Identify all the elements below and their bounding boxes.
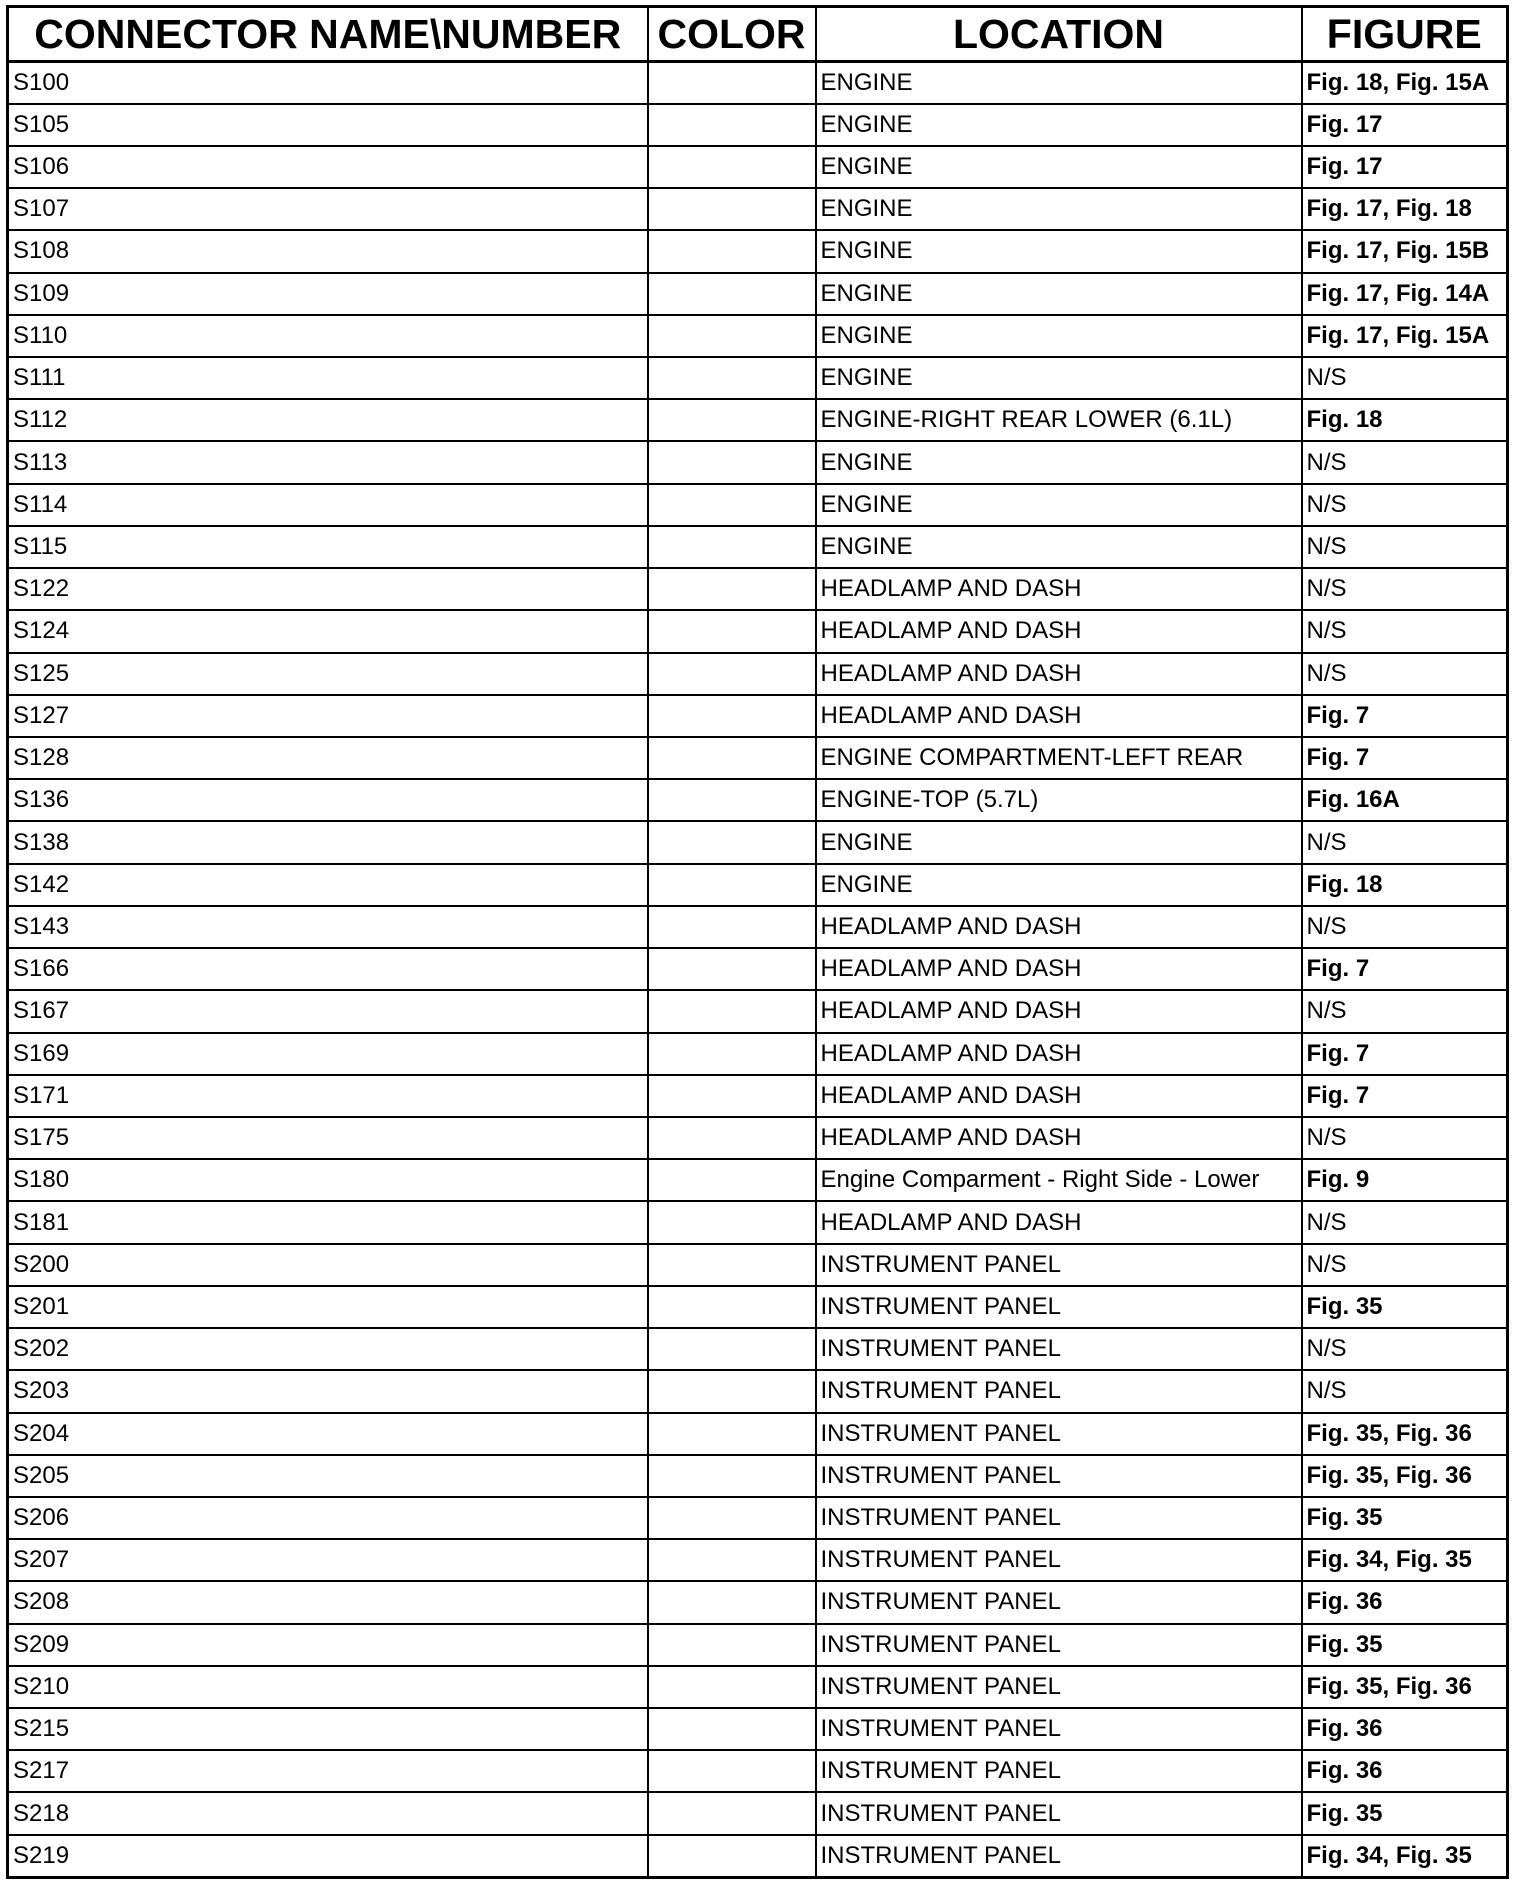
connector-name-cell: S109 bbox=[8, 273, 648, 315]
color-cell bbox=[648, 1201, 816, 1243]
figure-cell: N/S bbox=[1302, 990, 1508, 1032]
table-row bbox=[8, 821, 1508, 863]
header-connector: CONNECTOR NAME\NUMBER bbox=[8, 7, 648, 62]
color-cell bbox=[648, 315, 816, 357]
location-cell: ENGINE bbox=[816, 230, 1302, 272]
connector-name-cell: S143 bbox=[8, 906, 648, 948]
color-cell bbox=[648, 62, 816, 104]
color-cell bbox=[648, 1835, 816, 1878]
figure-cell: Fig. 35, Fig. 36 bbox=[1302, 1666, 1508, 1708]
connector-name-cell: S111 bbox=[8, 357, 648, 399]
figure-cell: Fig. 36 bbox=[1302, 1708, 1508, 1750]
figure-cell: N/S bbox=[1302, 484, 1508, 526]
figure-cell: Fig. 35, Fig. 36 bbox=[1302, 1455, 1508, 1497]
location-cell: ENGINE bbox=[816, 104, 1302, 146]
figure-cell: N/S bbox=[1302, 1201, 1508, 1243]
location-cell: ENGINE bbox=[816, 484, 1302, 526]
color-cell bbox=[648, 188, 816, 230]
connector-name-cell: S105 bbox=[8, 104, 648, 146]
connector-name-cell: S215 bbox=[8, 1708, 648, 1750]
connector-name-cell: S208 bbox=[8, 1581, 648, 1623]
color-cell bbox=[648, 906, 816, 948]
color-cell bbox=[648, 1244, 816, 1286]
connector-name-cell: S205 bbox=[8, 1455, 648, 1497]
table-row bbox=[8, 568, 1508, 610]
color-cell bbox=[648, 1075, 816, 1117]
color-cell bbox=[648, 441, 816, 483]
location-cell: INSTRUMENT PANEL bbox=[816, 1328, 1302, 1370]
connector-name-cell: S204 bbox=[8, 1413, 648, 1455]
color-cell bbox=[648, 1750, 816, 1792]
table-row bbox=[8, 1666, 1508, 1708]
figure-cell: Fig. 9 bbox=[1302, 1159, 1508, 1201]
color-cell bbox=[648, 1117, 816, 1159]
color-cell bbox=[648, 610, 816, 652]
figure-cell: Fig. 7 bbox=[1302, 948, 1508, 990]
color-cell bbox=[648, 1624, 816, 1666]
connector-name-cell: S127 bbox=[8, 695, 648, 737]
location-cell: INSTRUMENT PANEL bbox=[816, 1497, 1302, 1539]
table-row bbox=[8, 1370, 1508, 1412]
figure-cell: Fig. 17 bbox=[1302, 146, 1508, 188]
color-cell bbox=[648, 1497, 816, 1539]
figure-cell: Fig. 36 bbox=[1302, 1750, 1508, 1792]
table-row bbox=[8, 1413, 1508, 1455]
color-cell bbox=[648, 695, 816, 737]
location-cell: INSTRUMENT PANEL bbox=[816, 1455, 1302, 1497]
figure-cell: Fig. 17 bbox=[1302, 104, 1508, 146]
location-cell: ENGINE bbox=[816, 864, 1302, 906]
location-cell: ENGINE bbox=[816, 273, 1302, 315]
location-cell: ENGINE bbox=[816, 315, 1302, 357]
header-row bbox=[8, 7, 1508, 62]
color-cell bbox=[648, 1033, 816, 1075]
location-cell: ENGINE bbox=[816, 357, 1302, 399]
connector-name-cell: S180 bbox=[8, 1159, 648, 1201]
table-row bbox=[8, 864, 1508, 906]
location-cell: INSTRUMENT PANEL bbox=[816, 1666, 1302, 1708]
color-cell bbox=[648, 1708, 816, 1750]
table-row bbox=[8, 1286, 1508, 1328]
connector-name-cell: S125 bbox=[8, 653, 648, 695]
location-cell: INSTRUMENT PANEL bbox=[816, 1792, 1302, 1834]
table-row bbox=[8, 1750, 1508, 1792]
color-cell bbox=[648, 1581, 816, 1623]
figure-cell: Fig. 35 bbox=[1302, 1792, 1508, 1834]
connector-name-cell: S106 bbox=[8, 146, 648, 188]
location-cell: HEADLAMP AND DASH bbox=[816, 1033, 1302, 1075]
connector-name-cell: S113 bbox=[8, 441, 648, 483]
header-color: COLOR bbox=[648, 7, 816, 62]
connector-name-cell: S114 bbox=[8, 484, 648, 526]
figure-cell: N/S bbox=[1302, 526, 1508, 568]
table-row bbox=[8, 315, 1508, 357]
connector-name-cell: S108 bbox=[8, 230, 648, 272]
table-row bbox=[8, 62, 1508, 104]
figure-cell: N/S bbox=[1302, 357, 1508, 399]
connector-name-cell: S210 bbox=[8, 1666, 648, 1708]
table-row bbox=[8, 146, 1508, 188]
table-row bbox=[8, 1792, 1508, 1834]
figure-cell: Fig. 18 bbox=[1302, 864, 1508, 906]
figure-cell: N/S bbox=[1302, 821, 1508, 863]
figure-cell: N/S bbox=[1302, 568, 1508, 610]
location-cell: INSTRUMENT PANEL bbox=[816, 1835, 1302, 1878]
table-row bbox=[8, 1033, 1508, 1075]
connector-name-cell: S107 bbox=[8, 188, 648, 230]
table-row bbox=[8, 357, 1508, 399]
connector-name-cell: S122 bbox=[8, 568, 648, 610]
figure-cell: Fig. 7 bbox=[1302, 695, 1508, 737]
location-cell: INSTRUMENT PANEL bbox=[816, 1750, 1302, 1792]
location-cell: ENGINE bbox=[816, 62, 1302, 104]
color-cell bbox=[648, 821, 816, 863]
location-cell: ENGINE bbox=[816, 821, 1302, 863]
location-cell: INSTRUMENT PANEL bbox=[816, 1581, 1302, 1623]
color-cell bbox=[648, 1159, 816, 1201]
color-cell bbox=[648, 864, 816, 906]
location-cell: ENGINE-RIGHT REAR LOWER (6.1L) bbox=[816, 399, 1302, 441]
location-cell: HEADLAMP AND DASH bbox=[816, 568, 1302, 610]
table-header bbox=[8, 7, 1508, 62]
connector-name-cell: S112 bbox=[8, 399, 648, 441]
color-cell bbox=[648, 526, 816, 568]
figure-cell: Fig. 35, Fig. 36 bbox=[1302, 1413, 1508, 1455]
location-cell: INSTRUMENT PANEL bbox=[816, 1244, 1302, 1286]
connector-name-cell: S218 bbox=[8, 1792, 648, 1834]
connector-name-cell: S175 bbox=[8, 1117, 648, 1159]
color-cell bbox=[648, 1455, 816, 1497]
figure-cell: Fig. 17, Fig. 18 bbox=[1302, 188, 1508, 230]
color-cell bbox=[648, 1792, 816, 1834]
table-row bbox=[8, 1201, 1508, 1243]
connector-table bbox=[6, 5, 1509, 1879]
color-cell bbox=[648, 1413, 816, 1455]
color-cell bbox=[648, 1666, 816, 1708]
connector-name-cell: S110 bbox=[8, 315, 648, 357]
location-cell: HEADLAMP AND DASH bbox=[816, 653, 1302, 695]
figure-cell: Fig. 35 bbox=[1302, 1624, 1508, 1666]
table-row bbox=[8, 188, 1508, 230]
location-cell: ENGINE bbox=[816, 188, 1302, 230]
figure-cell: N/S bbox=[1302, 1370, 1508, 1412]
color-cell bbox=[648, 357, 816, 399]
location-cell: INSTRUMENT PANEL bbox=[816, 1624, 1302, 1666]
location-cell: Engine Comparment - Right Side - Lower bbox=[816, 1159, 1302, 1201]
table-row bbox=[8, 104, 1508, 146]
figure-cell: Fig. 7 bbox=[1302, 737, 1508, 779]
connector-name-cell: S202 bbox=[8, 1328, 648, 1370]
figure-cell: Fig. 34, Fig. 35 bbox=[1302, 1539, 1508, 1581]
location-cell: HEADLAMP AND DASH bbox=[816, 948, 1302, 990]
color-cell bbox=[648, 779, 816, 821]
figure-cell: Fig. 18 bbox=[1302, 399, 1508, 441]
figure-cell: Fig. 35 bbox=[1302, 1497, 1508, 1539]
figure-cell: N/S bbox=[1302, 1117, 1508, 1159]
table-row bbox=[8, 441, 1508, 483]
color-cell bbox=[648, 1539, 816, 1581]
table-row bbox=[8, 399, 1508, 441]
figure-cell: Fig. 7 bbox=[1302, 1033, 1508, 1075]
table-row bbox=[8, 1835, 1508, 1878]
figure-cell: Fig. 35 bbox=[1302, 1286, 1508, 1328]
connector-name-cell: S128 bbox=[8, 737, 648, 779]
table-row bbox=[8, 1159, 1508, 1201]
table-row bbox=[8, 1455, 1508, 1497]
location-cell: HEADLAMP AND DASH bbox=[816, 990, 1302, 1032]
figure-cell: Fig. 34, Fig. 35 bbox=[1302, 1835, 1508, 1878]
connector-name-cell: S100 bbox=[8, 62, 648, 104]
table-row bbox=[8, 273, 1508, 315]
figure-cell: Fig. 36 bbox=[1302, 1581, 1508, 1623]
location-cell: INSTRUMENT PANEL bbox=[816, 1370, 1302, 1412]
connector-name-cell: S200 bbox=[8, 1244, 648, 1286]
table-row bbox=[8, 1328, 1508, 1370]
location-cell: HEADLAMP AND DASH bbox=[816, 1117, 1302, 1159]
color-cell bbox=[648, 948, 816, 990]
connector-name-cell: S166 bbox=[8, 948, 648, 990]
location-cell: ENGINE bbox=[816, 146, 1302, 188]
color-cell bbox=[648, 653, 816, 695]
figure-cell: Fig. 7 bbox=[1302, 1075, 1508, 1117]
connector-name-cell: S124 bbox=[8, 610, 648, 652]
table-row bbox=[8, 990, 1508, 1032]
table-row bbox=[8, 610, 1508, 652]
table-row bbox=[8, 1624, 1508, 1666]
table-row bbox=[8, 230, 1508, 272]
color-cell bbox=[648, 273, 816, 315]
table-row bbox=[8, 1497, 1508, 1539]
connector-name-cell: S206 bbox=[8, 1497, 648, 1539]
table-row bbox=[8, 1581, 1508, 1623]
location-cell: HEADLAMP AND DASH bbox=[816, 1201, 1302, 1243]
color-cell bbox=[648, 230, 816, 272]
table-row bbox=[8, 526, 1508, 568]
color-cell bbox=[648, 990, 816, 1032]
header-location: LOCATION bbox=[816, 7, 1302, 62]
connector-name-cell: S169 bbox=[8, 1033, 648, 1075]
connector-name-cell: S142 bbox=[8, 864, 648, 906]
figure-cell: Fig. 17, Fig. 14A bbox=[1302, 273, 1508, 315]
color-cell bbox=[648, 1370, 816, 1412]
figure-cell: N/S bbox=[1302, 906, 1508, 948]
table-row bbox=[8, 653, 1508, 695]
connector-name-cell: S167 bbox=[8, 990, 648, 1032]
location-cell: ENGINE bbox=[816, 441, 1302, 483]
table-row bbox=[8, 906, 1508, 948]
connector-name-cell: S203 bbox=[8, 1370, 648, 1412]
location-cell: INSTRUMENT PANEL bbox=[816, 1286, 1302, 1328]
table-body bbox=[8, 62, 1508, 1878]
connector-name-cell: S201 bbox=[8, 1286, 648, 1328]
location-cell: HEADLAMP AND DASH bbox=[816, 906, 1302, 948]
color-cell bbox=[648, 104, 816, 146]
location-cell: HEADLAMP AND DASH bbox=[816, 1075, 1302, 1117]
location-cell: INSTRUMENT PANEL bbox=[816, 1539, 1302, 1581]
connector-name-cell: S219 bbox=[8, 1835, 648, 1878]
color-cell bbox=[648, 484, 816, 526]
connector-name-cell: S136 bbox=[8, 779, 648, 821]
color-cell bbox=[648, 146, 816, 188]
location-cell: ENGINE-TOP (5.7L) bbox=[816, 779, 1302, 821]
connector-name-cell: S115 bbox=[8, 526, 648, 568]
figure-cell: Fig. 17, Fig. 15A bbox=[1302, 315, 1508, 357]
figure-cell: N/S bbox=[1302, 610, 1508, 652]
figure-cell: N/S bbox=[1302, 441, 1508, 483]
figure-cell: Fig. 17, Fig. 15B bbox=[1302, 230, 1508, 272]
header-figure: FIGURE bbox=[1302, 7, 1508, 62]
color-cell bbox=[648, 1328, 816, 1370]
table-row bbox=[8, 1244, 1508, 1286]
table-row bbox=[8, 1117, 1508, 1159]
connector-name-cell: S207 bbox=[8, 1539, 648, 1581]
figure-cell: N/S bbox=[1302, 653, 1508, 695]
location-cell: INSTRUMENT PANEL bbox=[816, 1708, 1302, 1750]
figure-cell: Fig. 16A bbox=[1302, 779, 1508, 821]
figure-cell: N/S bbox=[1302, 1244, 1508, 1286]
table-row bbox=[8, 737, 1508, 779]
table-row bbox=[8, 1075, 1508, 1117]
table-row bbox=[8, 948, 1508, 990]
figure-cell: Fig. 18, Fig. 15A bbox=[1302, 62, 1508, 104]
table-row bbox=[8, 1539, 1508, 1581]
color-cell bbox=[648, 568, 816, 610]
location-cell: ENGINE COMPARTMENT-LEFT REAR bbox=[816, 737, 1302, 779]
figure-cell: N/S bbox=[1302, 1328, 1508, 1370]
connector-name-cell: S171 bbox=[8, 1075, 648, 1117]
location-cell: HEADLAMP AND DASH bbox=[816, 610, 1302, 652]
location-cell: HEADLAMP AND DASH bbox=[816, 695, 1302, 737]
color-cell bbox=[648, 1286, 816, 1328]
color-cell bbox=[648, 737, 816, 779]
connector-name-cell: S181 bbox=[8, 1201, 648, 1243]
table-row bbox=[8, 1708, 1508, 1750]
connector-name-cell: S217 bbox=[8, 1750, 648, 1792]
connector-name-cell: S209 bbox=[8, 1624, 648, 1666]
table-row bbox=[8, 484, 1508, 526]
table-row bbox=[8, 779, 1508, 821]
location-cell: ENGINE bbox=[816, 526, 1302, 568]
table-row bbox=[8, 695, 1508, 737]
color-cell bbox=[648, 399, 816, 441]
location-cell: INSTRUMENT PANEL bbox=[816, 1413, 1302, 1455]
connector-name-cell: S138 bbox=[8, 821, 648, 863]
